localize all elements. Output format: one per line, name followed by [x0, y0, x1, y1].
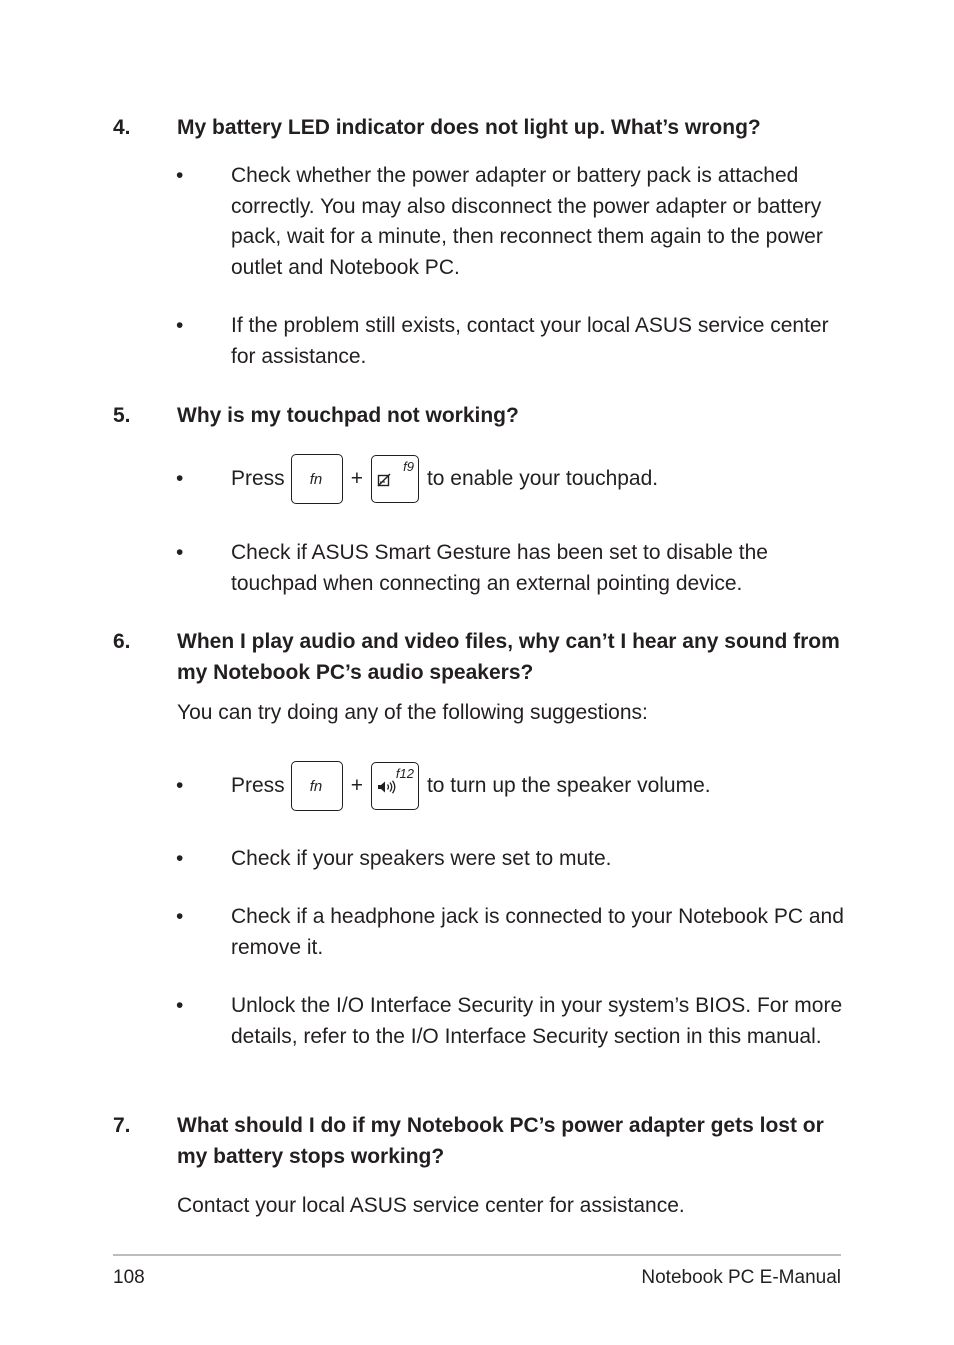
- fn-key-icon: [291, 761, 343, 811]
- question-title: Why is my touchpad not working?: [177, 404, 519, 427]
- bullet-marker: •: [176, 994, 184, 1017]
- bullet-marker: •: [176, 314, 184, 337]
- question-number: 6.: [113, 630, 131, 653]
- question-7-answer: Contact your local ASUS service center for assistance.: [177, 1194, 685, 1217]
- question-title: When I play audio and video files, why can’t I hear any sound from my Notebook PC’s audio speakers?: [177, 630, 840, 684]
- f12-key-icon: [371, 762, 419, 810]
- question-title: What should I do if my Notebook PC’s power adapter gets lost or my battery stops working?: [177, 1114, 824, 1168]
- key-label: fn: [309, 778, 323, 795]
- question-number: 4.: [113, 116, 131, 139]
- bullet-marker: •: [176, 774, 184, 797]
- fn-key-icon: [291, 454, 343, 504]
- bullet-text: Unlock the I/O Interface Security in your system’s BIOS. For more details, refer to the I/O Interface Security section in this manual.: [231, 994, 843, 1048]
- touchpad-disabled-icon: [377, 466, 391, 497]
- key-label: fn: [309, 471, 323, 488]
- bullet-marker: •: [176, 467, 184, 490]
- bullet-marker: •: [176, 905, 184, 928]
- question-6-intro: You can try doing any of the following suggestions:: [177, 701, 648, 724]
- question-number: 5.: [113, 404, 131, 427]
- bullet-text: [231, 454, 848, 504]
- bullet-text: If the problem still exists, contact your local ASUS service center for assistance.: [231, 314, 829, 368]
- key-label: f9: [403, 459, 414, 474]
- plus-sign: +: [350, 466, 363, 490]
- bullet-text: Check if your speakers were set to mute.: [231, 847, 612, 870]
- page-number: 108: [113, 1267, 145, 1288]
- press-label: Press: [231, 466, 285, 490]
- question-number: 7.: [113, 1114, 131, 1137]
- bullet-suffix: to enable your touchpad.: [426, 466, 659, 490]
- bullet-marker: •: [176, 541, 184, 564]
- speaker-volume-up-icon: [377, 773, 397, 804]
- manual-title: Notebook PC E-Manual: [641, 1267, 841, 1288]
- key-label: f12: [395, 766, 414, 781]
- plus-sign: +: [350, 773, 363, 797]
- bullet-text: Check if ASUS Smart Gesture has been set to disable the touchpad when connecting an external pointing device.: [231, 541, 768, 595]
- bullet-marker: •: [176, 164, 184, 187]
- footer-divider: [113, 1254, 841, 1256]
- question-title: My battery LED indicator does not light up. What’s wrong?: [177, 116, 761, 139]
- bullet-text: Check if a headphone jack is connected to your Notebook PC and remove it.: [231, 905, 844, 959]
- press-label: Press: [231, 773, 285, 797]
- bullet-text: [231, 761, 848, 811]
- bullet-suffix: to turn up the speaker volume.: [426, 773, 711, 797]
- f9-key-icon: [371, 455, 419, 503]
- bullet-text: Check whether the power adapter or battery pack is attached correctly. You may also disconnect the power adapter or battery pack, wait for a minute, then reconnect them again to the power outlet and Notebook PC.: [231, 164, 823, 280]
- bullet-marker: •: [176, 847, 184, 870]
